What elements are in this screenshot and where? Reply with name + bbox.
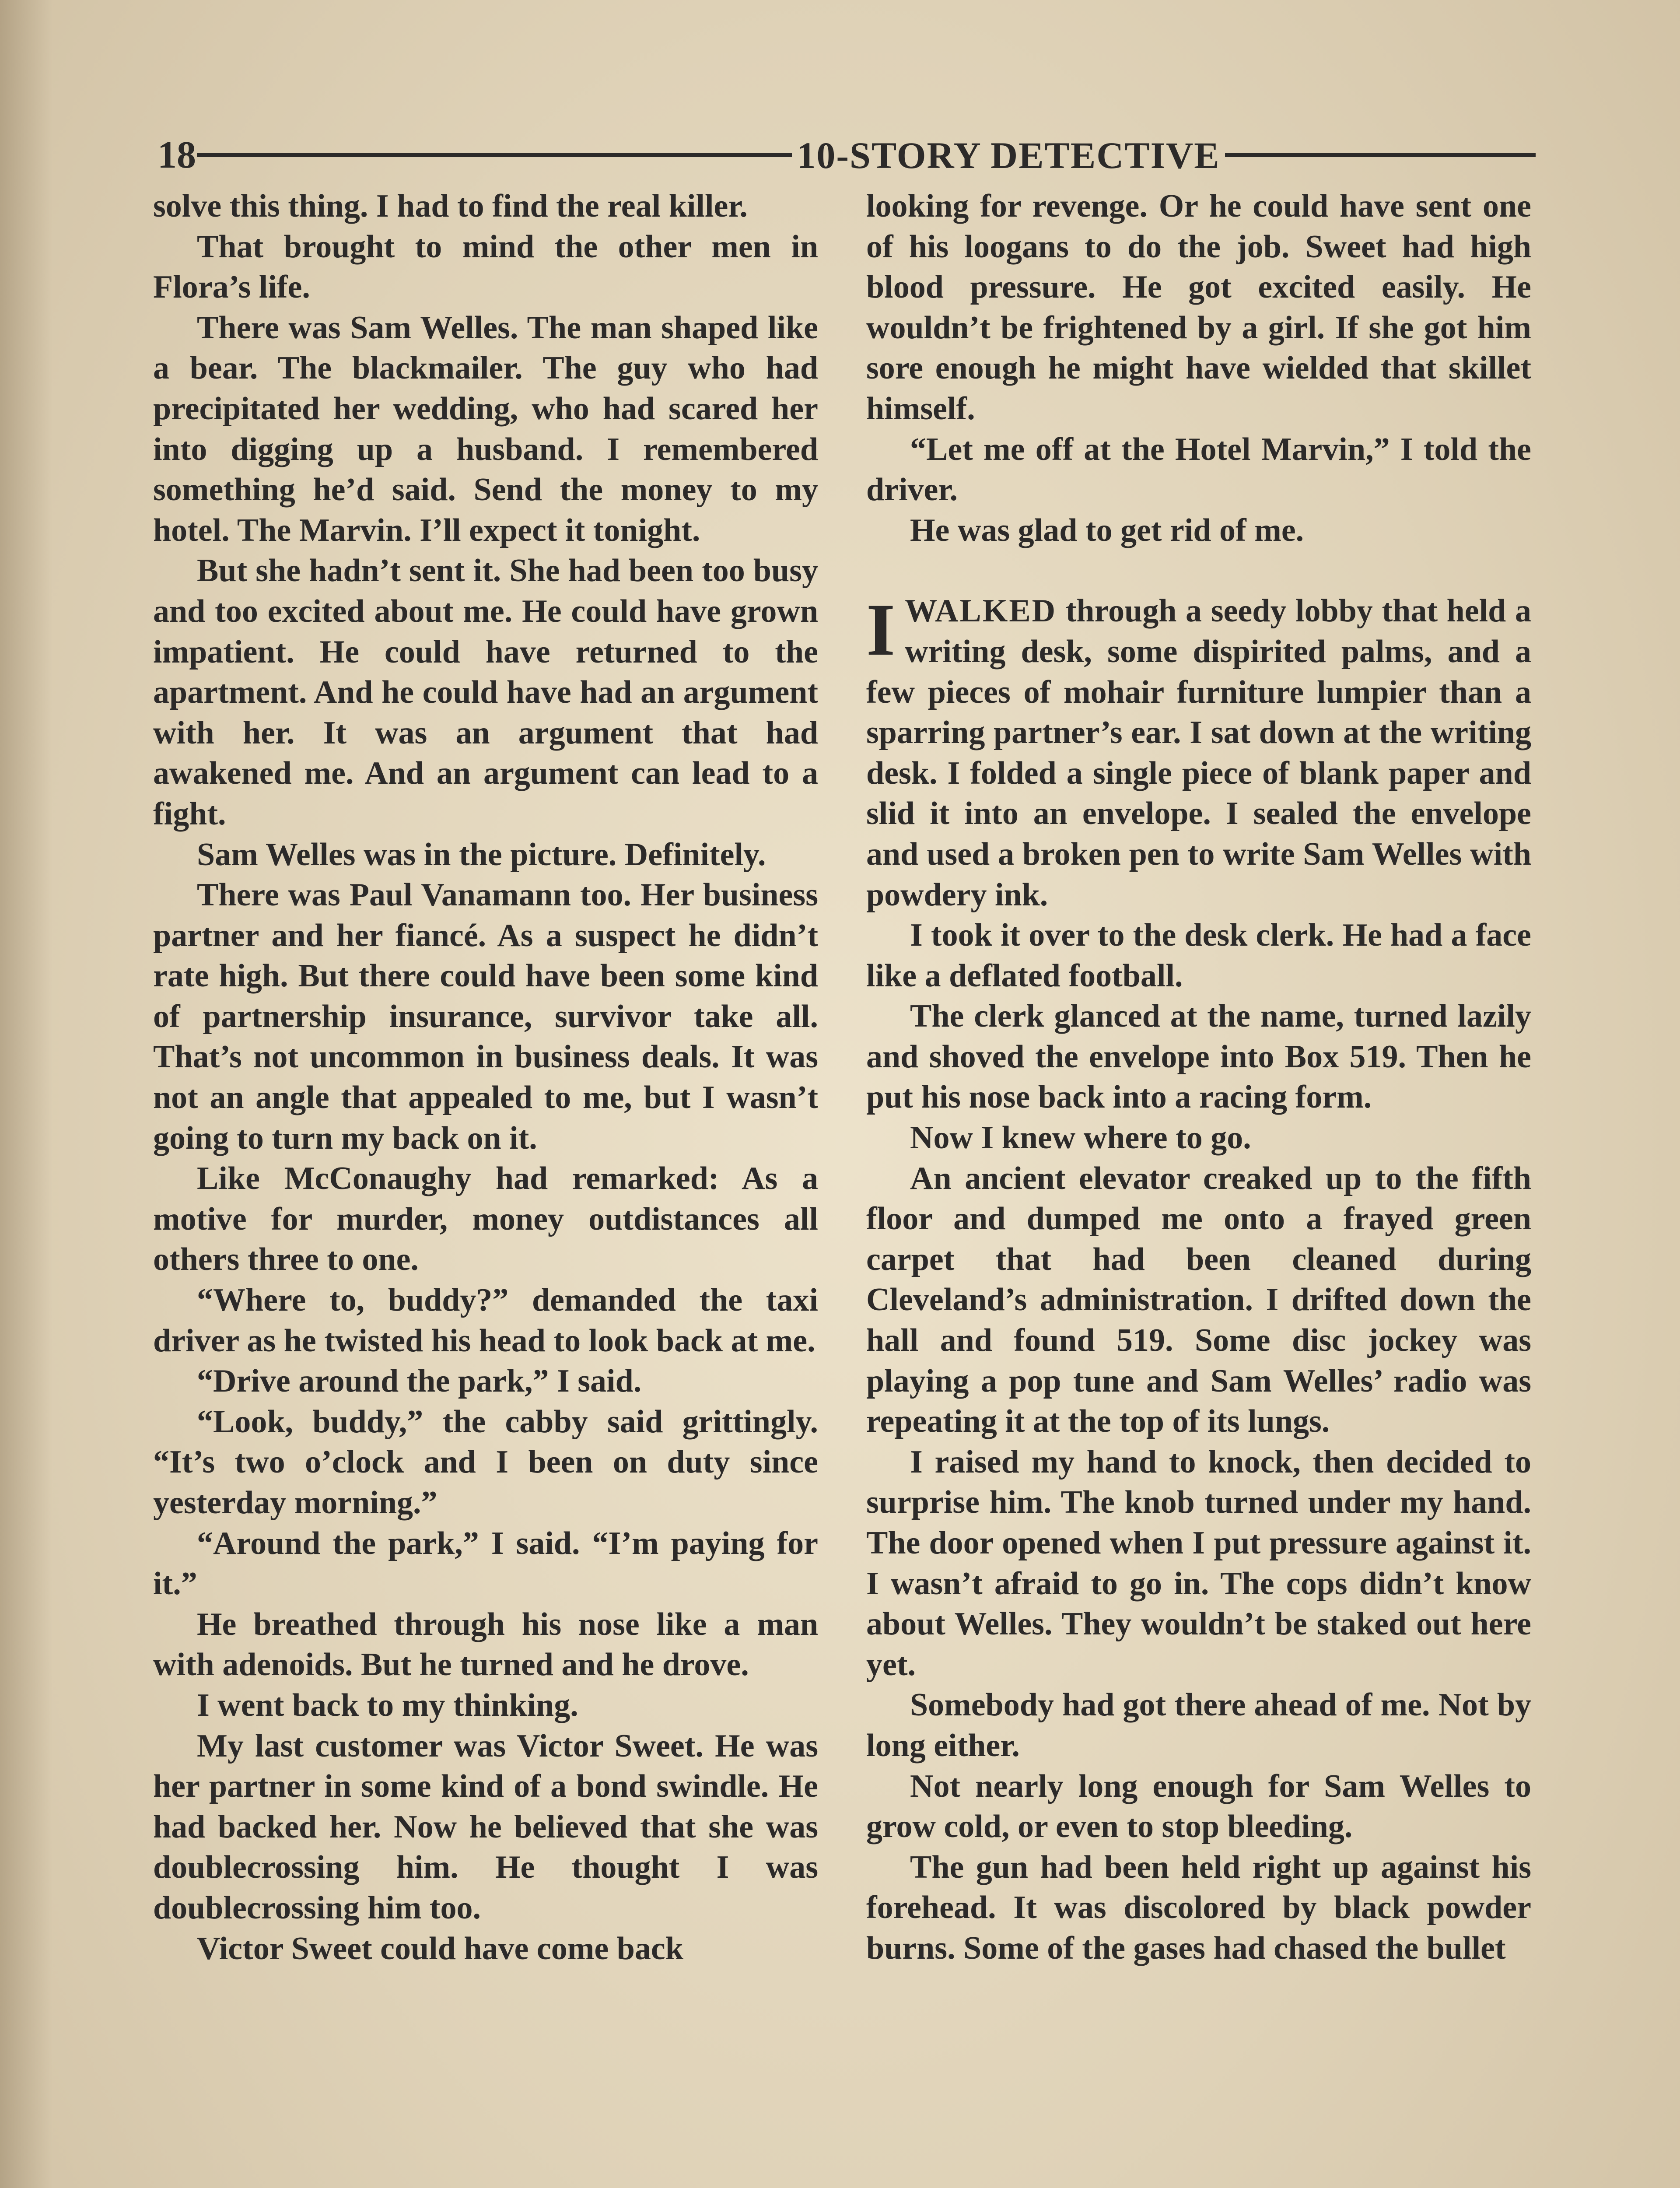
paragraph: Like McConaughy had remarked: As a motive for murder, money outdistances all others three to one. (153, 1161, 818, 1278)
paragraph: Now I knew where to go. (910, 1120, 1251, 1156)
running-header (158, 131, 1536, 179)
left-column (153, 186, 818, 1969)
paragraph: Sam Welles was in the picture. Definitely. (197, 836, 766, 873)
paragraph: He was glad to get rid of me. (910, 512, 1304, 548)
paragraph: Victor Sweet could have come back (197, 1930, 683, 1967)
header-rule-right (1225, 153, 1536, 157)
paragraph: “Let me off at the Hotel Marvin,” I told the driver. (866, 431, 1531, 508)
paragraph: But she hadn’t sent it. She had been too busy and too excited about me. He could have grown impatient. He could have returned to the apartment. And he could have had an argument with her. It was an argument that had awakened me. And an argument can lead to a fight. (153, 553, 818, 832)
paragraph: An ancient elevator creaked up to the fifth floor and dumped me onto a frayed green carpet that had been cleaned during Cleveland’s administration. I drifted down the hall and found 519. Some disc jockey was playing a pop tune and Sam Welles’ radio was repeating it at the top of its lungs. (866, 1160, 1531, 1440)
paragraph: I went back to my thinking. (197, 1687, 578, 1723)
paragraph-text: through a seedy lobby that held a writing desk, some dispirited palms, and a few pieces of mohair furniture lumpier than a sparring partner’s ear. I sat down at the writing desk. I folded a single piece of blank paper and slid it into an envelope. I sealed the envelope and used a broken pen to write Sam Welles with powdery ink. (866, 593, 1531, 913)
paragraph: My last customer was Victor Sweet. He was her partner in some kind of a bond swindle. He had backed her. Now he believed that she was doublecrossing him. He thought I was doublecrossing him too. (153, 1728, 818, 1926)
paragraph: “Look, buddy,” the cabby said grittingly. “It’s two o’clock and I been on duty since yesterday morning.” (153, 1403, 818, 1521)
paragraph: looking for revenge. Or he could have sent one of his loogans to do the job. Sweet had high blood pressure. He got excited easily. He wouldn’t be frightened by a girl. If she got him sore enough he might have wielded that skillet himself. (866, 188, 1531, 427)
page-number: 18 (158, 134, 196, 176)
binding-shadow (0, 0, 52, 2188)
paragraph: “Where to, buddy?” demanded the taxi driver as he twisted his head to look back at me. (153, 1282, 818, 1359)
right-column (866, 186, 1531, 1969)
paragraph: The gun had been held right up against his forehead. It was discolored by black powder burns. Some of the gases had chased the bullet (866, 1849, 1531, 1966)
paragraph: There was Sam Welles. The man shaped like a bear. The blackmailer. The guy who had precipitated her wedding, who had scared her into digging up a husband. I remembered something he’d said. Send the money to my hotel. The Marvin. I’ll expect it tonight. (153, 309, 818, 548)
drop-cap: I (866, 589, 896, 671)
paragraph: There was Paul Vanamann too. Her business partner and her fiancé. As a suspect he didn’t rate high. But there could have been some kind of partnership insurance, survivor take all. That’s not uncommon in business deals. It was not an angle that appealed to me, but I wasn’t going to turn my back on it. (153, 877, 818, 1156)
paragraph: That brought to mind the other men in Flora’s life. (153, 228, 818, 305)
header-rule-left (197, 153, 792, 157)
paragraph: Somebody had got there ahead of me. Not by long either. (866, 1687, 1531, 1764)
paragraph: “Drive around the park,” I said. (197, 1363, 642, 1399)
paragraph: The clerk glanced at the name, turned lazily and shoved the envelope into Box 519. Then he put his nose back into a racing form. (866, 998, 1531, 1115)
paragraph: Not nearly long enough for Sam Welles to grow cold, or even to stop bleeding. (866, 1768, 1531, 1845)
lead-in-smallcaps: WALKED (905, 593, 1057, 629)
paragraph: solve this thing. I had to find the real killer. (153, 188, 748, 224)
section-opening-paragraph (866, 591, 1531, 915)
magazine-title: 10-STORY DETECTIVE (797, 134, 1220, 176)
paragraph: I raised my hand to knock, then decided to surprise him. The knob turned under my hand. The door opened when I put pressure against it. I wasn’t afraid to go in. The cops didn’t know about Welles. They wouldn’t be staked out here yet. (866, 1444, 1531, 1683)
paragraph: He breathed through his nose like a man with adenoids. But he turned and he drove. (153, 1606, 818, 1683)
paragraph: “Around the park,” I said. “I’m paying for it.” (153, 1525, 818, 1602)
paragraph: I took it over to the desk clerk. He had a face like a deflated football. (866, 917, 1531, 994)
